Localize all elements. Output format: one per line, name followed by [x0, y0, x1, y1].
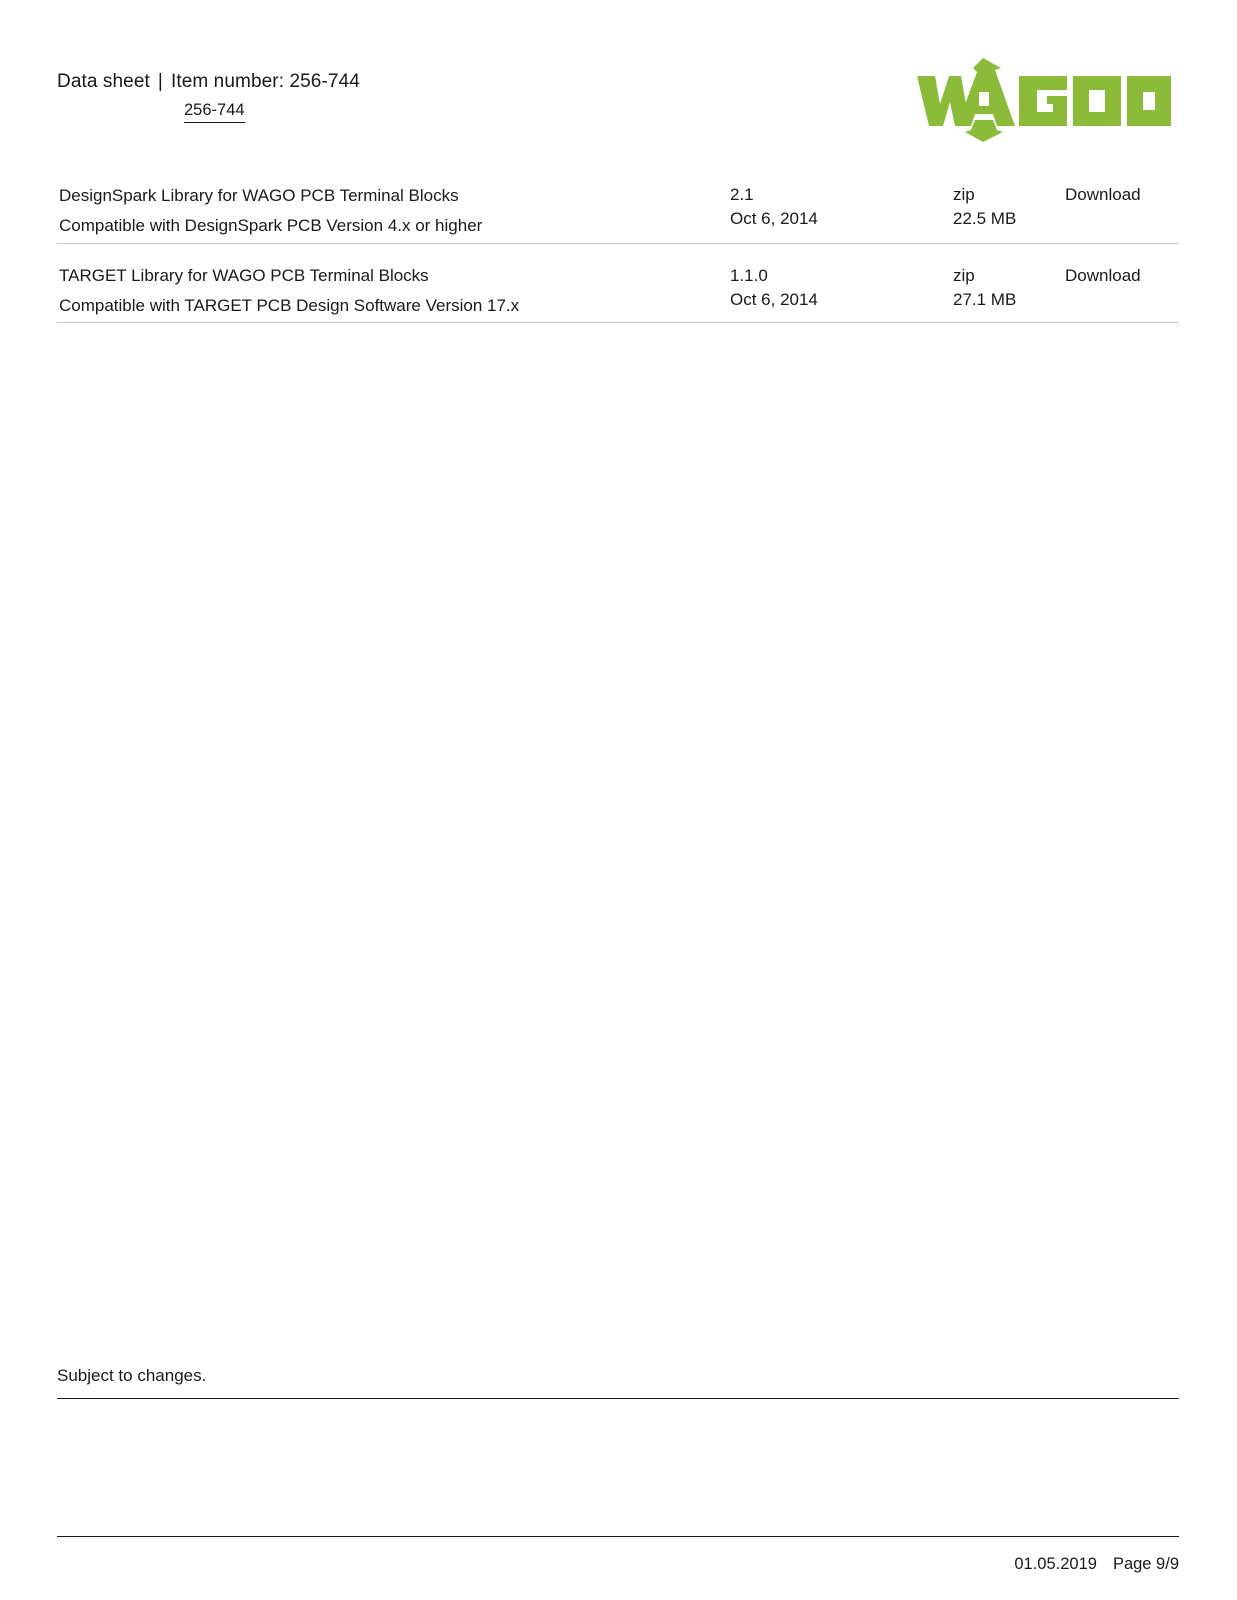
title-separator: | [157, 71, 163, 92]
download-version: 1.1.0 [730, 266, 768, 285]
download-title: TARGET Library for WAGO PCB Terminal Blocks [59, 266, 429, 285]
download-version: 2.1 [730, 185, 754, 204]
footer-date: 01.05.2019 [1014, 1555, 1097, 1573]
download-subtitle: Compatible with TARGET PCB Design Software Version 17.x [59, 296, 520, 315]
download-version-block [730, 183, 818, 231]
download-format: zip [953, 185, 975, 204]
download-link[interactable]: Download [1065, 185, 1141, 204]
wago-logo [917, 58, 1171, 142]
download-file-block [953, 183, 1016, 231]
doc-type: Data sheet [57, 71, 150, 92]
item-number-link[interactable]: 256-744 [184, 101, 245, 123]
download-link[interactable]: Download [1065, 266, 1141, 285]
footer-divider-top [57, 1398, 1179, 1399]
download-row [57, 184, 1179, 244]
download-row [57, 264, 1179, 323]
download-description [59, 184, 482, 238]
footer-divider-bottom [57, 1536, 1179, 1537]
download-description [59, 264, 519, 318]
download-date: Oct 6, 2014 [730, 290, 818, 309]
document-title [57, 71, 360, 93]
footer-meta [1014, 1555, 1179, 1574]
download-title: DesignSpark Library for WAGO PCB Terminal Blocks [59, 186, 459, 205]
subject-to-changes-note: Subject to changes. [57, 1366, 207, 1385]
download-size: 27.1 MB [953, 290, 1017, 309]
download-version-block [730, 264, 818, 312]
download-subtitle: Compatible with DesignSpark PCB Version 4.x or higher [59, 216, 483, 235]
download-format: zip [953, 266, 975, 285]
download-size: 22.5 MB [953, 209, 1017, 228]
download-date: Oct 6, 2014 [730, 209, 818, 228]
download-file-block [953, 264, 1016, 312]
page-number: Page 9/9 [1112, 1555, 1179, 1573]
item-number-label: Item number: 256-744 [170, 71, 360, 92]
